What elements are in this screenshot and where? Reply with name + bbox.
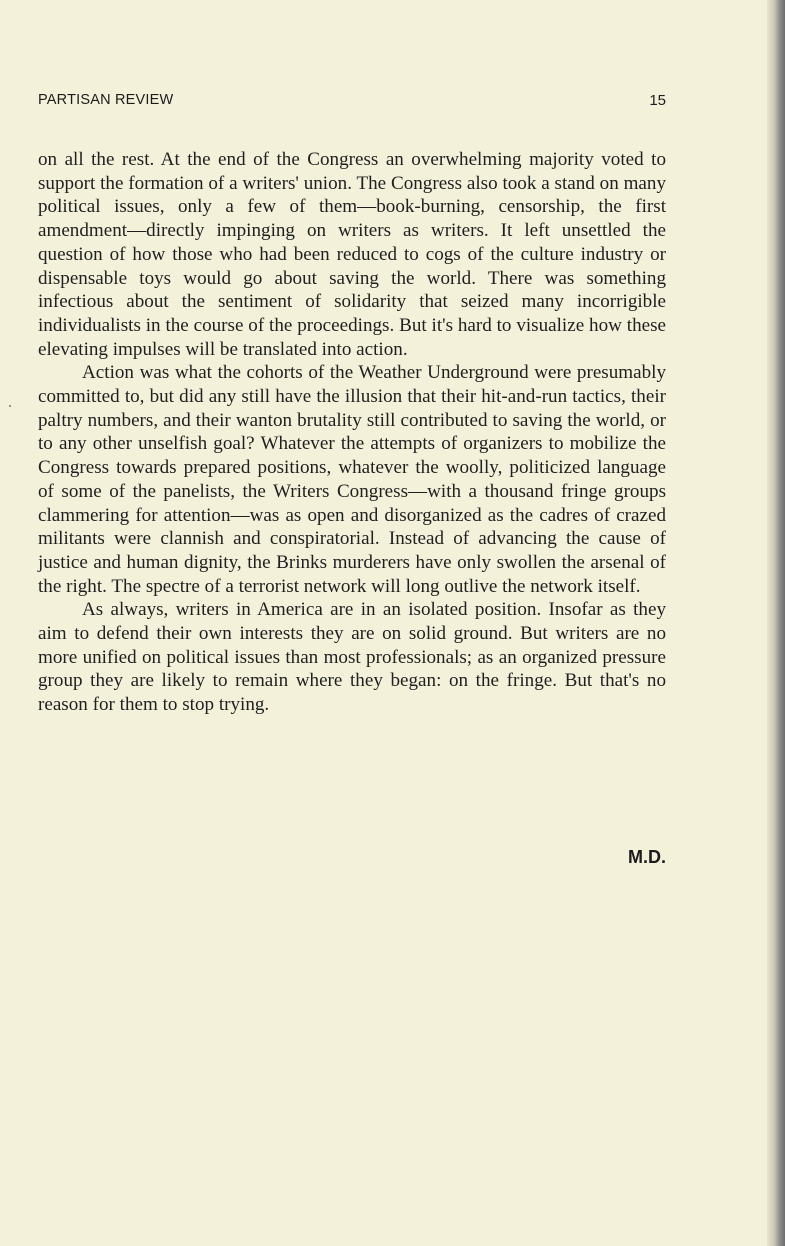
margin-speck	[9, 405, 11, 407]
paragraph-3: As always, writers in America are in an isolated position. Insofar as they aim to defend their own interests they are on solid ground. But writers are no more unified on political issues than most professionals; as an organized pressure group they are likely to remain where they began: on the fringe. But that's no reason for them to stop trying.	[38, 599, 666, 716]
paragraph-1: on all the rest. At the end of the Congress an overwhelming majority voted to support the formation of a writers' union. The Congress also took a stand on many political issues, only a few of them—book-burning, censorship, the first amendment—directly impinging on writers as writers. It left unsettled the question of how those who had been reduced to cogs of the culture industry or dispensable toys would go about saving the world. There was something infectious about the sentiment of solidarity that seized many incorrigible individualists in the course of the proceedings. But it's hard to visualize how these elevating impulses will be translated into action.	[38, 149, 666, 360]
page-header	[38, 92, 666, 112]
running-head: PARTISAN REVIEW	[38, 92, 174, 108]
page-edge-shadow	[767, 0, 785, 1246]
author-initials: M.D.	[628, 847, 666, 867]
paragraph-2: Action was what the cohorts of the Weather Underground were presumably committed to, but did any still have the illusion that their hit-and-run tactics, their paltry numbers, and their wanton brutality still contributed to saving the world, or to any other unselfish goal? Whatever the attempts of organizers to mobilize the Congress towards prepared positions, whatever the woolly, politicized language of some of the panelists, the Writers Congress—with a thousand fringe groups clammering for attention—was as open and disorganized as the cadres of crazed militants were clannish and conspiratorial. Instead of advancing the cause of justice and human dignity, the Brinks murderers have only swollen the arsenal of the right. The spectre of a terrorist network will long outlive the network itself.	[38, 362, 666, 597]
article-body	[38, 148, 666, 717]
page-number: 15	[649, 92, 666, 109]
